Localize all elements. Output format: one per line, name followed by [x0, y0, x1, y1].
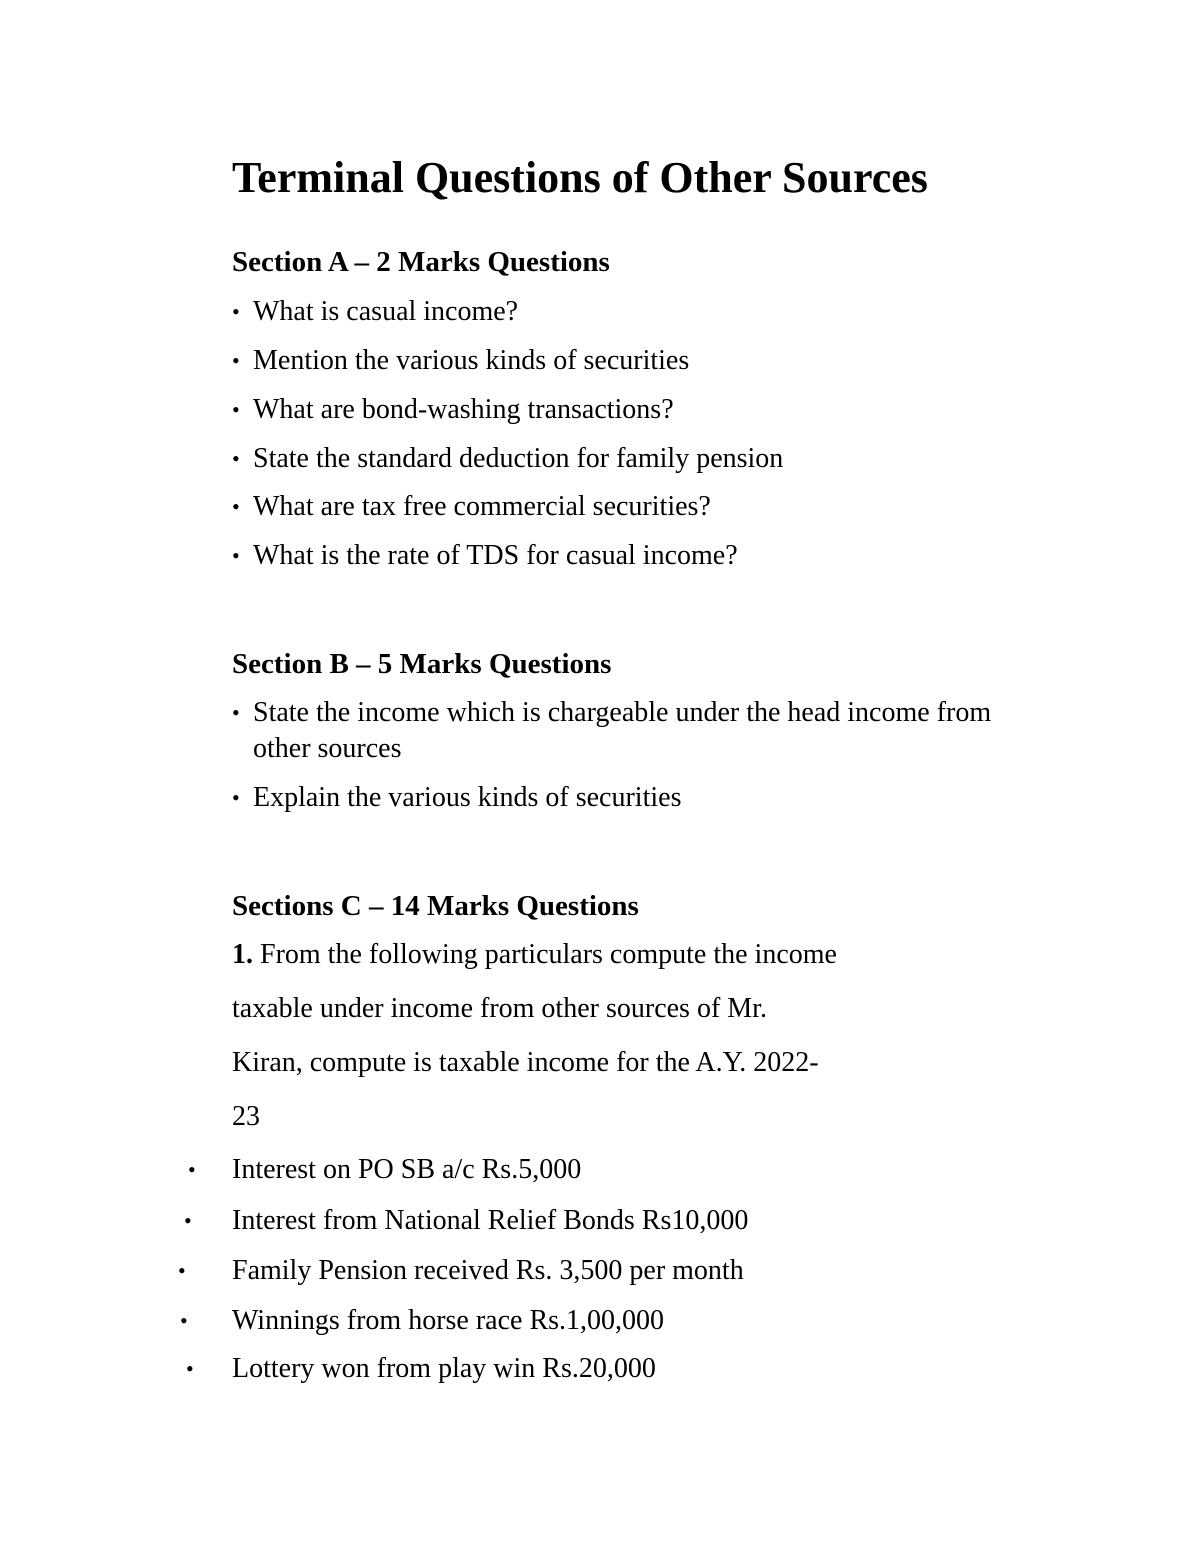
- section-a-heading: Section A – 2 Marks Questions: [232, 246, 610, 278]
- section-b-item: • Explain the various kinds of securities: [232, 780, 1022, 816]
- page-title: Terminal Questions of Other Sources: [232, 153, 928, 202]
- bullet-icon: •: [232, 397, 240, 422]
- bullet-icon: •: [232, 700, 240, 725]
- bullet-icon: •: [232, 543, 240, 568]
- section-a-item: • What are tax free commercial securities?: [232, 489, 1022, 525]
- section-a-item: • What is casual income?: [232, 294, 1022, 330]
- question-number: 1.: [232, 939, 253, 970]
- bullet-icon: •: [188, 1157, 196, 1182]
- question-text-line: taxable under income from other sources of Mr.: [232, 993, 767, 1024]
- bullet-icon: •: [232, 494, 240, 519]
- question-text-line: 23: [232, 1101, 260, 1132]
- bullet-icon: •: [232, 299, 240, 324]
- section-b-heading: Section B – 5 Marks Questions: [232, 648, 612, 680]
- section-a-item: • What is the rate of TDS for casual income?: [232, 538, 1022, 574]
- bullet-icon: •: [232, 446, 240, 471]
- section-a-item: • State the standard deduction for family pension: [232, 441, 1022, 477]
- bullet-icon: •: [232, 785, 240, 810]
- bullet-icon: •: [232, 348, 240, 373]
- bullet-icon: •: [184, 1208, 192, 1233]
- section-b-item: • State the income which is chargeable under the head income from other sources: [232, 697, 992, 764]
- bullet-icon: •: [186, 1356, 194, 1381]
- question-text-line: 1. From the following particulars compute the income: [232, 939, 837, 970]
- section-a-item: • Mention the various kinds of securities: [232, 343, 1022, 379]
- section-a-item: • What are bond-washing transactions?: [232, 392, 1022, 428]
- bullet-icon: •: [180, 1308, 188, 1333]
- question-text-line: Kiran, compute is taxable income for the A.Y. 2022-: [232, 1047, 819, 1078]
- bullet-icon: •: [178, 1258, 186, 1283]
- document-page: Terminal Questions of Other Sources Section A – 2 Marks Questions • What is casual income? • Mention the various kinds of securities • What are bond-washing transactions? • State the standard deduction for family pension • What are tax free commercial securities? • What is the rate of TDS for casual income? Section B – 5 Marks Questions • State the income which is chargeable under the head income from other sources • Explain the various kinds of securities Sections C – 14 Marks Questions 1. From the following particulars compute the income taxable under income from other sources of Mr. Kiran, compute is taxable income for the A.Y. 2022- 23 • Interest on PO SB a/c Rs.5,000 • Interest from National Relief Bonds Rs10,000 • Family Pension received Rs. 3,500 per month • Winnings from horse race Rs.1,00,000 • Lottery won from play win Rs.20,000: [0, 0, 1200, 1553]
- section-c-heading: Sections C – 14 Marks Questions: [232, 890, 639, 922]
